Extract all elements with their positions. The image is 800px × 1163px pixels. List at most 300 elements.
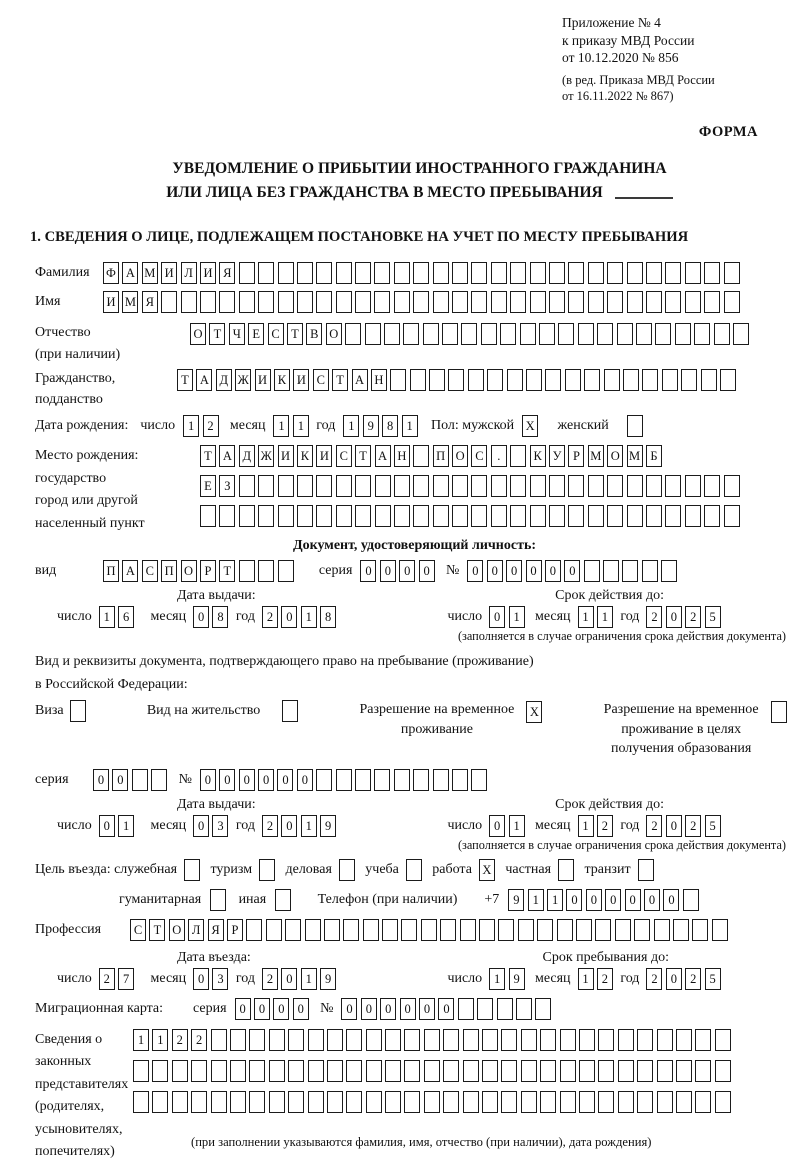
char-cell: 1 (489, 968, 505, 990)
char-cell: Т (332, 369, 348, 391)
char-cell (510, 291, 526, 313)
char-cell: Т (200, 445, 216, 467)
char-cell (638, 859, 654, 881)
char-cell: 1 (301, 606, 317, 628)
residence-doc-options (35, 700, 794, 759)
birthplace-cells-row3 (200, 505, 743, 527)
stay-heading: Срок пребывания до: (542, 949, 669, 965)
amendment-line: (в ред. Приказа МВД России (562, 72, 715, 87)
char-cell (184, 859, 200, 881)
char-cell (576, 919, 592, 941)
char-cell (501, 1091, 517, 1113)
purpose-label-transit: транзит (584, 861, 631, 877)
char-cell (404, 1091, 420, 1113)
char-cell (390, 369, 406, 391)
char-cell: 0 (487, 560, 503, 582)
amendment-note (562, 72, 762, 105)
char-cell (636, 323, 652, 345)
char-cell: 2 (646, 815, 662, 837)
char-cell (249, 1029, 265, 1051)
char-cell (491, 505, 507, 527)
char-cell (479, 919, 495, 941)
char-cell (316, 475, 332, 497)
char-cell: 0 (526, 560, 542, 582)
char-cell: 2 (646, 606, 662, 628)
purpose-private-checkbox (558, 859, 577, 881)
char-cell: 0 (360, 560, 376, 582)
char-cell (394, 291, 410, 313)
char-cell (413, 445, 429, 467)
residence-issue-group (57, 815, 340, 837)
char-cell (355, 291, 371, 313)
sex-female-label: женский (557, 417, 609, 433)
char-cell (132, 769, 148, 791)
char-cell: 0 (605, 889, 621, 911)
char-cell: 0 (112, 769, 128, 791)
surname-row (35, 262, 794, 284)
char-cell (443, 1091, 459, 1113)
char-cell (423, 323, 439, 345)
residence-valid-heading: Срок действия до: (555, 796, 664, 812)
char-cell (618, 1060, 634, 1082)
char-cell (249, 1091, 265, 1113)
char-cell: 0 (625, 889, 641, 911)
char-cell (471, 505, 487, 527)
char-cell (230, 1029, 246, 1051)
char-cell (607, 475, 623, 497)
char-cell: Т (287, 323, 303, 345)
char-cell (598, 1060, 614, 1082)
char-cell (278, 505, 294, 527)
char-cell: 0 (254, 998, 270, 1020)
char-cell: 0 (419, 560, 435, 582)
char-cell (394, 505, 410, 527)
char-cell: А (122, 262, 138, 284)
char-cell (452, 769, 468, 791)
month-label: месяц (150, 970, 187, 986)
char-cell (673, 919, 689, 941)
char-cell (278, 262, 294, 284)
char-cell (458, 998, 474, 1020)
month-label: месяц (534, 608, 571, 624)
char-cell (382, 919, 398, 941)
char-cell (507, 369, 523, 391)
char-cell (724, 291, 740, 313)
day-label: число (447, 970, 483, 986)
char-cell: 0 (644, 889, 660, 911)
char-cell: 1 (301, 815, 317, 837)
char-cell (258, 262, 274, 284)
char-cell: 0 (193, 968, 209, 990)
char-cell (535, 998, 551, 1020)
char-cell: 0 (293, 998, 309, 1020)
char-cell: М (142, 262, 158, 284)
char-cell (665, 475, 681, 497)
char-cell (345, 323, 361, 345)
appendix-line: к приказу МВД России (562, 32, 695, 48)
temp-permit-label (359, 700, 514, 739)
char-cell (424, 1091, 440, 1113)
stay-year-cells (646, 968, 724, 990)
birthdate-label: Дата рождения: (35, 417, 129, 433)
birthplace-label (35, 445, 200, 536)
char-cell (704, 262, 720, 284)
char-cell: 5 (705, 968, 721, 990)
doc-validity-note: (заполняется в случае ограничения срока действия документа) (457, 628, 786, 643)
char-cell (433, 475, 449, 497)
char-cell: П (103, 560, 119, 582)
char-cell: О (190, 323, 206, 345)
residence-issue-day-cells (99, 815, 138, 837)
char-cell: Ф (103, 262, 119, 284)
char-cell: Н (371, 369, 387, 391)
char-cell: О (326, 323, 342, 345)
birthplace-label-line1: Место рождения: (35, 447, 139, 463)
char-cell: Р (227, 919, 243, 941)
char-cell (537, 919, 553, 941)
guardians-cells-block (133, 1029, 794, 1150)
char-cell (607, 505, 623, 527)
section1-heading: 1. СВЕДЕНИЯ О ЛИЦЕ, ПОДЛЕЖАЩЕМ ПОСТАНОВКЕ НА УЧЕТ ПО МЕСТУ ПРЕБЫВАНИЯ (30, 229, 689, 246)
char-cell: 2 (203, 415, 219, 437)
char-cell (733, 323, 749, 345)
entry-year-cells (262, 968, 340, 990)
char-cell (161, 291, 177, 313)
char-cell: К (297, 445, 313, 467)
char-cell (685, 475, 701, 497)
char-cell (568, 291, 584, 313)
char-cell: 1 (402, 415, 418, 437)
char-cell: 0 (193, 815, 209, 837)
char-cell: 8 (320, 606, 336, 628)
guardians-cells-row1 (133, 1029, 794, 1051)
char-cell (521, 1029, 537, 1051)
birth-year-label: год (316, 417, 336, 433)
char-cell (269, 1091, 285, 1113)
char-cell (578, 323, 594, 345)
char-cell (627, 262, 643, 284)
char-cell (327, 1060, 343, 1082)
char-cell (545, 369, 561, 391)
char-cell (70, 700, 86, 722)
char-cell (266, 919, 282, 941)
char-cell (568, 475, 584, 497)
char-cell: 5 (705, 606, 721, 628)
char-cell: Ж (258, 445, 274, 467)
char-cell (471, 769, 487, 791)
char-cell (211, 1060, 227, 1082)
char-cell (394, 769, 410, 791)
char-cell (560, 1091, 576, 1113)
char-cell: С (130, 919, 146, 941)
doc-valid-month-cells (578, 606, 617, 628)
char-cell (518, 919, 534, 941)
char-cell (316, 505, 332, 527)
char-cell (637, 1029, 653, 1051)
char-cell: А (375, 445, 391, 467)
char-cell: Т (219, 560, 235, 582)
char-cell (685, 262, 701, 284)
doc-dates-row (35, 606, 794, 628)
guardians-cells-row2 (133, 1060, 794, 1082)
char-cell (634, 919, 650, 941)
residence-valid-year-cells (646, 815, 724, 837)
purpose-label-private: частная (505, 861, 552, 877)
guardians-cells-row3 (133, 1091, 794, 1113)
char-cell (239, 560, 255, 582)
char-cell (269, 1060, 285, 1082)
char-cell (336, 291, 352, 313)
char-cell: 2 (685, 606, 701, 628)
purpose-study-checkbox (406, 859, 425, 881)
char-cell (491, 262, 507, 284)
migration-number-label: № (320, 1000, 334, 1016)
month-label: месяц (534, 970, 571, 986)
migration-series-label: серия (193, 1000, 227, 1016)
doc-valid-day-cells (489, 606, 528, 628)
residence-dates-row (35, 815, 794, 837)
guardians-label-line6: попечителях) (35, 1143, 115, 1159)
char-cell (597, 323, 613, 345)
char-cell (598, 1029, 614, 1051)
profession-label: Профессия (35, 921, 102, 937)
char-cell: 0 (93, 769, 109, 791)
char-cell: Т (355, 445, 371, 467)
edu-permit-label-line3: получения образования (610, 741, 752, 757)
char-cell (468, 369, 484, 391)
char-cell: А (352, 369, 368, 391)
char-cell (385, 1029, 401, 1051)
char-cell: О (181, 560, 197, 582)
char-cell (249, 1060, 265, 1082)
char-cell (607, 262, 623, 284)
char-cell (675, 323, 691, 345)
char-cell: Т (209, 323, 225, 345)
char-cell (665, 291, 681, 313)
char-cell: П (433, 445, 449, 467)
char-cell (461, 323, 477, 345)
stay-day-cells (489, 968, 528, 990)
char-cell: 1 (578, 815, 594, 837)
purpose-label-work: работа (432, 861, 472, 877)
purpose-label-study: учеба (365, 861, 399, 877)
char-cell (642, 369, 658, 391)
char-cell (424, 1029, 440, 1051)
char-cell: С (336, 445, 352, 467)
char-cell (500, 323, 516, 345)
entry-dates-row (35, 968, 794, 990)
char-cell (724, 262, 740, 284)
char-cell (336, 475, 352, 497)
edu-permit-checkbox (771, 701, 790, 723)
char-cell: Е (200, 475, 216, 497)
char-cell: С (313, 369, 329, 391)
phone-prefix: +7 (484, 891, 500, 907)
char-cell: 0 (663, 889, 679, 911)
char-cell (676, 1060, 692, 1082)
appendix-line: Приложение № 4 (562, 15, 661, 30)
char-cell: 8 (212, 606, 228, 628)
char-cell: 7 (118, 968, 134, 990)
char-cell: 6 (118, 606, 134, 628)
char-cell (385, 1091, 401, 1113)
residence-doc-intro-line1: Вид и реквизиты документа, подтверждающего право на пребывание (проживание) (35, 653, 534, 669)
char-cell: К (274, 369, 290, 391)
char-cell (191, 1091, 207, 1113)
char-cell (346, 1060, 362, 1082)
residence-permit-label: Вид на жительство (146, 703, 261, 719)
char-cell: 1 (597, 606, 613, 628)
doc-number-cells (467, 560, 680, 582)
entry-month-cells (193, 968, 232, 990)
char-cell (662, 369, 678, 391)
char-cell: 0 (281, 815, 297, 837)
char-cell (336, 769, 352, 791)
year-label: год (620, 608, 640, 624)
birthplace-label-line3: город или другой (35, 493, 138, 509)
phone-cells (508, 889, 702, 911)
char-cell (452, 505, 468, 527)
char-cell: М (588, 445, 604, 467)
char-cell: О (169, 919, 185, 941)
char-cell (557, 919, 573, 941)
birth-day-cells (183, 415, 222, 437)
char-cell: 0 (489, 606, 505, 628)
char-cell: 2 (597, 815, 613, 837)
purpose-label-business: Цель въезда: служебная (35, 861, 178, 877)
char-cell (308, 1029, 324, 1051)
purpose-other-checkbox (275, 889, 294, 911)
char-cell (482, 1060, 498, 1082)
char-cell (151, 769, 167, 791)
char-cell (704, 505, 720, 527)
temp-permit-label-line2: проживание (400, 721, 474, 737)
char-cell (413, 475, 429, 497)
char-cell: М (122, 291, 138, 313)
char-cell: 0 (564, 560, 580, 582)
char-cell (724, 475, 740, 497)
char-cell (579, 1091, 595, 1113)
char-cell: Л (181, 262, 197, 284)
char-cell (521, 1091, 537, 1113)
char-cell (230, 1091, 246, 1113)
residence-issue-year-cells (262, 815, 340, 837)
patronymic-row (35, 322, 794, 365)
char-cell (327, 1029, 343, 1051)
title-blank-underline (615, 197, 673, 199)
purpose-business-checkbox (184, 859, 203, 881)
birth-month-label: месяц (229, 417, 266, 433)
char-cell (429, 369, 445, 391)
char-cell: С (142, 560, 158, 582)
char-cell: 0 (281, 968, 297, 990)
char-cell: У (549, 445, 565, 467)
char-cell: И (161, 262, 177, 284)
char-cell (627, 505, 643, 527)
year-label: год (235, 970, 255, 986)
char-cell: 9 (509, 968, 525, 990)
char-cell (366, 1029, 382, 1051)
char-cell: С (471, 445, 487, 467)
char-cell: 1 (578, 968, 594, 990)
purpose-row2 (119, 889, 794, 911)
doc-issue-month-cells (193, 606, 232, 628)
char-cell: В (306, 323, 322, 345)
char-cell (355, 505, 371, 527)
char-cell: 2 (191, 1029, 207, 1051)
residence-valid-group (447, 815, 724, 837)
char-cell (403, 323, 419, 345)
char-cell (258, 291, 274, 313)
char-cell (133, 1060, 149, 1082)
char-cell: 0 (297, 769, 313, 791)
day-label: число (57, 817, 92, 833)
char-cell (549, 505, 565, 527)
char-cell: О (452, 445, 468, 467)
char-cell (568, 505, 584, 527)
char-cell (133, 1091, 149, 1113)
char-cell (657, 1060, 673, 1082)
char-cell (665, 262, 681, 284)
char-cell (540, 1091, 556, 1113)
char-cell (530, 475, 546, 497)
char-cell: 2 (262, 606, 278, 628)
residence-permit-checkbox (282, 700, 301, 722)
char-cell (584, 369, 600, 391)
char-cell (442, 323, 458, 345)
doc-issue-heading: Дата выдачи: (177, 587, 256, 603)
char-cell (646, 262, 662, 284)
char-cell (595, 919, 611, 941)
char-cell (607, 291, 623, 313)
char-cell: 1 (118, 815, 134, 837)
phone-label: Телефон (при наличии) (317, 891, 458, 907)
char-cell (681, 369, 697, 391)
purpose-tourism-checkbox (259, 859, 278, 881)
birthplace-label-line2: государство (35, 470, 107, 486)
doc-number-label: № (446, 562, 460, 578)
doc-series-cells (360, 560, 438, 582)
char-cell (433, 769, 449, 791)
char-cell: 1 (509, 606, 525, 628)
purpose-label-other: иная (238, 891, 267, 907)
char-cell: X (479, 859, 495, 881)
char-cell (549, 475, 565, 497)
char-cell (413, 505, 429, 527)
char-cell: 2 (597, 968, 613, 990)
purpose-transit-checkbox (638, 859, 657, 881)
char-cell: 5 (705, 815, 721, 837)
char-cell (579, 1029, 595, 1051)
residence-number-label: № (178, 771, 192, 787)
stay-month-cells (578, 968, 617, 990)
char-cell (443, 1060, 459, 1082)
purpose-label-commercial: деловая (285, 861, 332, 877)
appendix-header (562, 14, 762, 104)
char-cell (258, 475, 274, 497)
residence-series-cells (93, 769, 171, 791)
guardians-label-line5: усыновителях, (35, 1121, 123, 1137)
doc-date-headings (35, 588, 794, 604)
char-cell: М (627, 445, 643, 467)
char-cell: 1 (343, 415, 359, 437)
char-cell (401, 919, 417, 941)
doc-issue-year-cells (262, 606, 340, 628)
char-cell (724, 505, 740, 527)
char-cell (305, 919, 321, 941)
char-cell (497, 998, 513, 1020)
char-cell (463, 1060, 479, 1082)
